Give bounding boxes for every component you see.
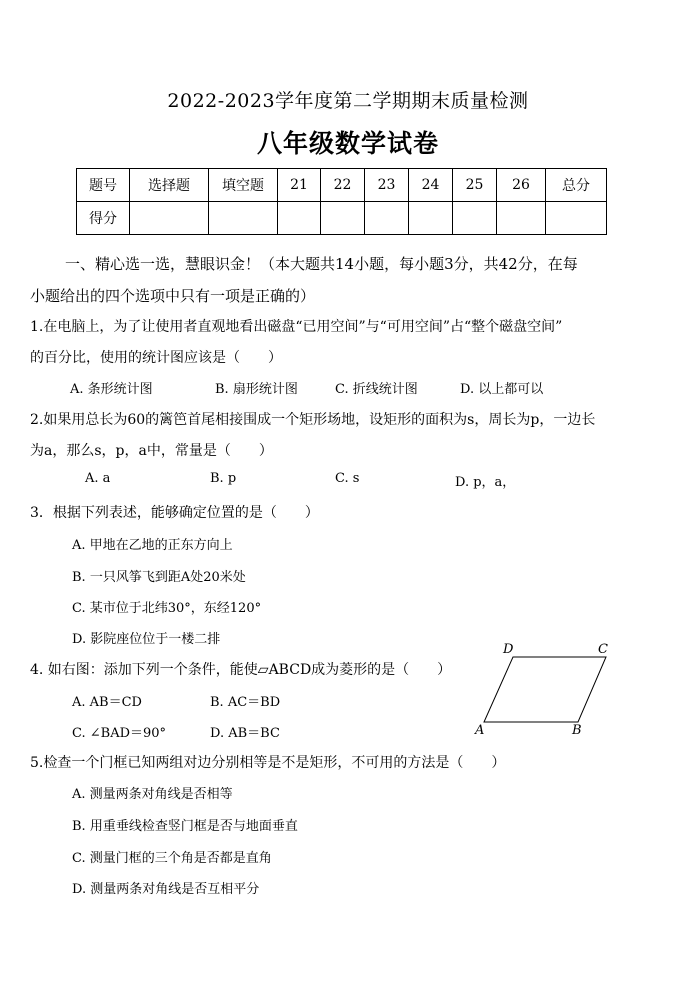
question-2-line1: 2.如果用总长为60的篱笆首尾相接围成一个矩形场地，设矩形的面积为s，周长为p，一边长 — [30, 412, 596, 428]
question-3-option-b: B. 一只风筝飞到距A处20米处 — [72, 570, 246, 585]
question-3-option-c: C. 某市位于北纬30°，东经120° — [72, 601, 262, 616]
question-4-line1: 4. 如右图：添加下列一个条件，能使▱ABCD成为菱形的是（ ） — [30, 662, 452, 678]
question-2-option-c: C. s — [335, 471, 360, 486]
question-1-option-c: C. 折线统计图 — [335, 382, 418, 397]
question-4-option-c: C. ∠BAD＝90° — [72, 726, 167, 741]
score-header-cell: 23 — [365, 169, 409, 202]
question-4-option-d: D. AB＝BC — [210, 726, 280, 741]
section-intro-line2: 小题给出的四个选项中只有一项是正确的） — [30, 287, 316, 305]
question-1-line1: 1.在电脑上，为了让使用者直观地看出磁盘“已用空间”与“可用空间”占“整个磁盘空间” — [30, 319, 563, 335]
question-1-option-a: A. 条形统计图 — [70, 382, 153, 397]
question-1-option-b: B. 扇形统计图 — [215, 382, 298, 397]
question-1-option-d: D. 以上都可以 — [460, 382, 544, 397]
question-1-line2: 的百分比，使用的统计图应该是（ ） — [30, 350, 282, 366]
question-2-option-b: B. p — [210, 471, 237, 486]
score-cell — [278, 202, 321, 235]
parallelogram-abcd — [484, 657, 606, 722]
vertex-label-a: A — [475, 723, 485, 738]
score-header-cell: 26 — [497, 169, 546, 202]
score-cell — [209, 202, 278, 235]
question-5-option-d: D. 测量两条对角线是否互相平分 — [72, 882, 260, 897]
question-2-line2: 为a，那么s，p，a中，常量是（ ） — [30, 443, 273, 459]
question-3-option-d: D. 影院座位位于一楼二排 — [72, 632, 221, 647]
score-row-label: 得分 — [77, 202, 130, 235]
score-header-cell: 24 — [409, 169, 453, 202]
vertex-label-d: D — [503, 642, 514, 657]
question-2-option-a: A. a — [85, 471, 111, 486]
score-cell — [321, 202, 365, 235]
section-intro-line1: 一、精心选一选，慧眼识金！（本大题共14小题，每小题3分，共42分，在每 — [65, 255, 578, 273]
parallelogram-figure — [470, 640, 620, 740]
exam-title: 2022-2023学年度第二学期期末质量检测 — [167, 90, 529, 112]
score-header-cell: 25 — [453, 169, 497, 202]
score-cell — [409, 202, 453, 235]
score-header-cell: 21 — [278, 169, 321, 202]
score-header-cell: 选择题 — [130, 169, 209, 202]
question-4-option-a: A. AB＝CD — [72, 695, 142, 710]
question-5-option-a: A. 测量两条对角线是否相等 — [72, 787, 233, 802]
score-header-cell: 填空题 — [209, 169, 278, 202]
question-3-option-a: A. 甲地在乙地的正东方向上 — [72, 538, 233, 553]
score-header-cell: 22 — [321, 169, 365, 202]
question-5-option-c: C. 测量门框的三个角是否都是直角 — [72, 851, 272, 866]
exam-subtitle: 八年级数学试卷 — [256, 129, 439, 158]
question-5-option-b: B. 用重垂线检查竖门框是否与地面垂直 — [72, 819, 298, 834]
vertex-label-b: B — [572, 723, 582, 738]
score-table — [76, 168, 607, 235]
score-cell — [130, 202, 209, 235]
question-4-option-b: B. AC＝BD — [210, 695, 281, 710]
score-table-score-row — [77, 202, 607, 235]
score-cell — [453, 202, 497, 235]
score-header-cell: 题号 — [77, 169, 130, 202]
score-header-cell: 总分 — [546, 169, 607, 202]
question-3-line1: 3．根据下列表述，能够确定位置的是（ ） — [30, 505, 319, 521]
score-table-header-row — [77, 169, 607, 202]
question-5-line1: 5.检查一个门框已知两组对边分别相等是不是矩形，不可用的方法是（ ） — [30, 755, 506, 771]
score-cell — [365, 202, 409, 235]
question-2-option-d: D. p，a， — [455, 475, 516, 490]
vertex-label-c: C — [598, 642, 608, 657]
score-cell — [497, 202, 546, 235]
score-cell — [546, 202, 607, 235]
